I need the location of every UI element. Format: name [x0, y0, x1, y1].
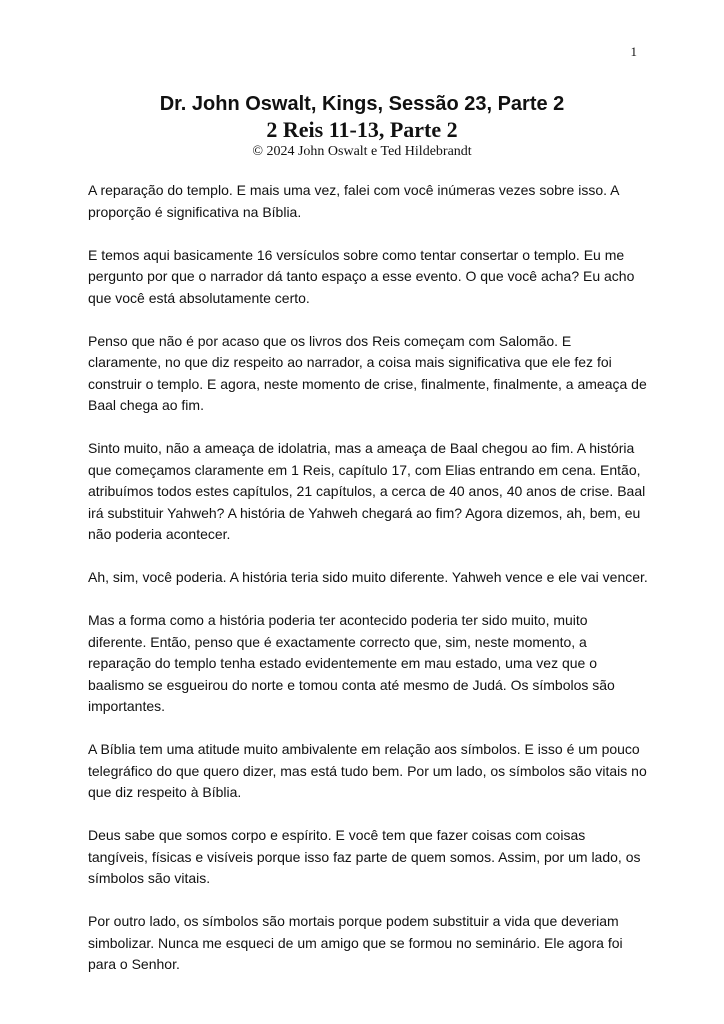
paragraph: Por outro lado, os símbolos são mortais porque podem substituir a vida que deveriam simbolizar. Nunca me esqueci de um amigo que se formou no seminário. Ele agora foi para o Senhor. — [88, 913, 623, 972]
paragraph: E temos aqui basicamente 16 versículos sobre como tentar consertar o templo. Eu me pergunto por que o narrador dá tanto espaço a esse evento. O que você acha? Eu acho que você está absolutamente certo. — [88, 246, 635, 306]
copyright-line: © 2024 John Oswalt e Ted Hildebrandt — [252, 144, 472, 159]
document-body — [88, 180, 648, 997]
paragraph: Ah, sim, você poderia. A história teria sido muito diferente. Yahweh vence e ele vai vencer. — [88, 569, 648, 585]
paragraph: A Bíblia tem uma atitude muito ambivalente em relação aos símbolos. E isso é um pouco telegráfico do que quero dizer, mas está tudo bem. Por um lado, os símbolos são vitais no que diz respeito à Bíblia. — [88, 741, 647, 800]
document-subtitle: 2 Reis 11-13, Parte 2 — [266, 117, 458, 142]
document-title: Dr. John Oswalt, Kings, Sessão 23, Parte 2 — [159, 93, 565, 115]
paragraph: Deus sabe que somos corpo e espírito. E você tem que fazer coisas com coisas tangíveis, físicas e visíveis porque isso faz parte de quem somos. Assim, por um lado, os símbolos são vitais. — [88, 827, 641, 886]
paragraph: Penso que não é por acaso que os livros dos Reis começam com Salomão. E claramente, no que diz respeito ao narrador, a coisa mais significativa que ele fez foi construir o templo. E agora, neste momento de crise, finalmente, finalmente, a ameaça de Baal chega ao fim. — [88, 332, 647, 413]
paragraph: Sinto muito, não a ameaça de idolatria, mas a ameaça de Baal chegou ao fim. A história que começamos claramente em 1 Reis, capítulo 17, com Elias entrando em cena. Então, atribuímos todos estes capítulos, 21 capítulos, a cerca de 40 anos, 40 anos de crise. Baal irá substituir Yahweh? A história de Yahweh chegará ao fim? Agora dizemos, ah, bem, eu não poderia acontecer. — [88, 440, 646, 542]
paragraph: Mas a forma como a história poderia ter acontecido poderia ter sido muito, muito diferente. Então, penso que é exactamente correcto que, sim, neste momento, a reparação do templo tenha estado evidentemente em mau estado, uma vez que o baalismo se esgueirou do norte e tomou conta até mesmo de Judá. Os símbolos são importantes. — [88, 612, 615, 714]
page-number: 1 — [630, 44, 637, 59]
paragraph: A reparação do templo. E mais uma vez, falei com você inúmeras vezes sobre isso. A proporção é significativa na Bíblia. — [88, 182, 619, 220]
document-header — [0, 92, 724, 161]
